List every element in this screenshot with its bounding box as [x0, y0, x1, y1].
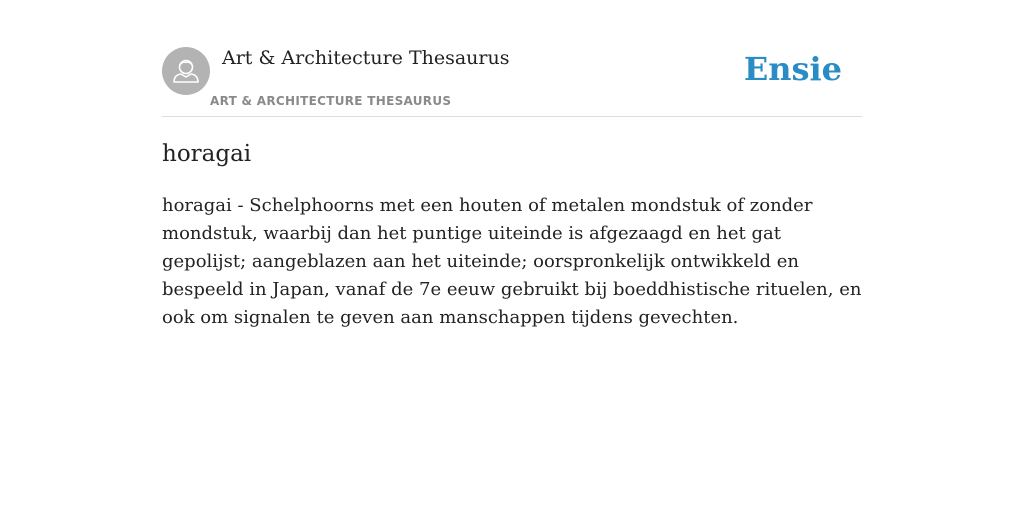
page-container [162, 0, 862, 512]
entry-header [162, 0, 862, 117]
term-title: horagai [162, 141, 252, 167]
author-name[interactable]: Art & Architecture Thesaurus [222, 47, 510, 69]
source-label: ART & ARCHITECTURE THESAURUS [210, 94, 452, 108]
user-silhouette-icon [162, 47, 210, 95]
ensie-logo[interactable]: Ensie [743, 50, 842, 88]
term-definition: horagai - Schelphoorns met een houten of metalen mondstuk of zonder mondstuk, waarbij dan het puntige uiteinde is afgezaagd en het gat gepolijst; aangeblazen aan het uiteinde; oorspronkelijk ontwikkeld en bespeeld in Japan, vanaf de 7e eeuw gebruikt bij boeddhistische rituelen, en ook om signalen te geven aan manschappen tijdens gevechten. [162, 195, 862, 328]
author-avatar[interactable] [162, 47, 210, 95]
